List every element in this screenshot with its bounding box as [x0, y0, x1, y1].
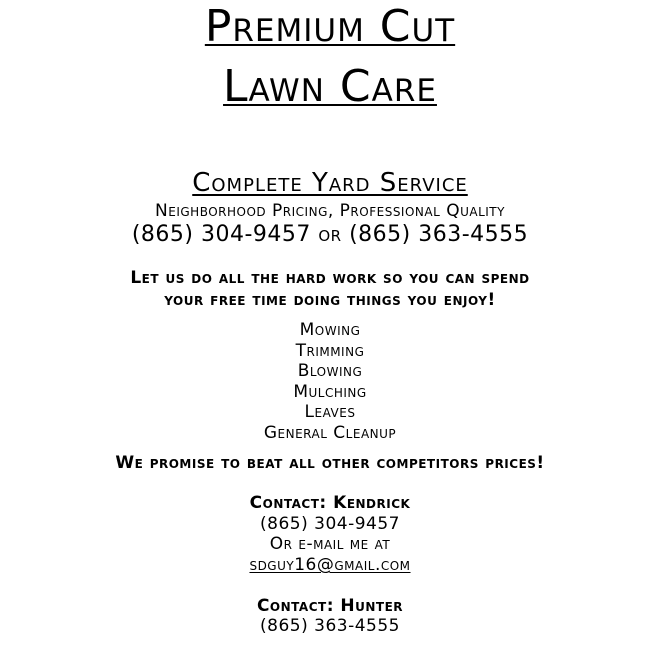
promise: We promise to beat all other competitors prices! [115, 453, 545, 473]
contact1-phone: (865) 304-9457 [260, 514, 400, 534]
contact2-label: Contact: Hunter [256, 596, 404, 616]
contact1-email-link[interactable]: sdguy16@gmail.com [249, 555, 411, 575]
contact2-phone: (865) 363-4555 [260, 616, 400, 636]
contact1-email-intro: Or e-mail me at [269, 534, 391, 554]
pitch-line-2: your free time doing things you enjoy! [164, 290, 496, 310]
service-item: Blowing [297, 361, 363, 381]
service-item: General Cleanup [263, 423, 397, 443]
service-item: Trimming [295, 341, 365, 361]
title-line-2: Lawn Care [223, 61, 437, 112]
service-item: Mowing [299, 320, 361, 340]
phone-numbers: (865) 304-9457 or (865) 363-4555 [131, 222, 529, 247]
pitch-line-1: Let us do all the hard work so you can spend [130, 268, 530, 288]
service-item: Mulching [293, 382, 367, 402]
title-line-1: Premium Cut [204, 1, 456, 52]
service-item: Leaves [304, 402, 356, 422]
subtitle: Complete Yard Service [192, 168, 468, 198]
tagline: Neighborhood Pricing, Professional Quality [155, 201, 505, 221]
contact1-label: Contact: Kendrick [249, 493, 411, 513]
